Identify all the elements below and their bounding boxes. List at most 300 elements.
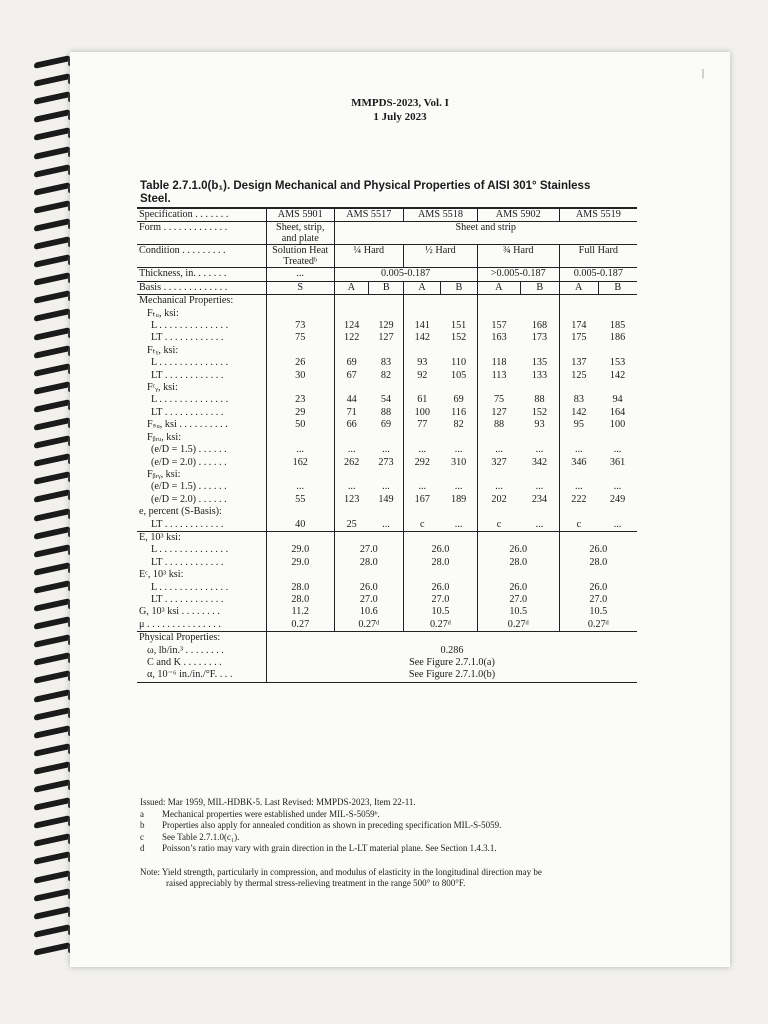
row-label: E, 10³ ksi: (139, 531, 181, 543)
value-cell: 0.286 (266, 645, 637, 657)
table-row (137, 444, 637, 456)
value-cell: 122 (334, 332, 369, 344)
table-cell (334, 569, 404, 581)
value-cell: 185 (609, 320, 626, 332)
row-label: LT . . . . . . . . . . . . (137, 519, 266, 532)
value-cell: 93 (404, 357, 441, 369)
value-cell: ... (559, 481, 598, 493)
table-cell (266, 432, 334, 444)
value-cell: 0.27ᵈ (404, 619, 478, 632)
value-cell: ... (520, 519, 559, 532)
value-cell: 29.0 (266, 544, 334, 556)
table-cell (520, 469, 559, 481)
value-cell: c (477, 519, 520, 532)
value-cell: 88 (380, 406, 392, 418)
table-row (137, 308, 637, 320)
value-cell: 26 (266, 357, 334, 369)
page-header (70, 96, 730, 124)
value-cell: 163 (477, 332, 520, 344)
document-page (70, 52, 730, 967)
value-cell: 186 (609, 332, 626, 344)
value-cell: 142 (609, 369, 626, 381)
table-row (137, 569, 637, 581)
table-cell (520, 295, 559, 308)
table-cell (334, 432, 369, 444)
footnote-key: b (140, 820, 145, 830)
table-cell (440, 308, 477, 320)
footnote (140, 809, 680, 821)
value-cell: 27.0 (559, 594, 637, 606)
table-cell (477, 569, 559, 581)
row-label: Fₜᵧ, ksi: (147, 344, 179, 356)
row-label: LT . . . . . . . . . . . . (151, 593, 224, 605)
table-cell (598, 295, 637, 308)
table-cell (404, 506, 441, 518)
value-cell: 69 (453, 394, 464, 406)
value-cell: ... (477, 444, 520, 456)
row-label: L . . . . . . . . . . . . . . (151, 320, 229, 332)
row-label: LT . . . . . . . . . . . . (151, 332, 224, 344)
basis-cell: A (404, 281, 441, 294)
table-cell (477, 432, 520, 444)
spec-cell: AMS 5901 (266, 208, 334, 222)
spec-cell: AMS 5519 (559, 208, 637, 222)
footnote (140, 843, 680, 855)
basis-cell: B (440, 281, 477, 294)
section-heading: Mechanical Properties: (139, 295, 234, 307)
note-line-cont: raised appreciably by thermal stress-relieving treatment in the range 500° to 800°F. (166, 878, 466, 888)
header-title: MMPDS-2023, Vol. I (351, 97, 449, 109)
row-label: G, 10³ ksi . . . . . . . . (139, 606, 220, 618)
value-cell: 67 (334, 370, 369, 382)
value-cell: 167 (404, 494, 441, 506)
row-label: ω, lb/in.³ . . . . . . . . (147, 644, 224, 656)
row-label: Form . . . . . . . . . . . . . (137, 222, 266, 245)
table-cell (440, 295, 477, 308)
condition-cell: Solution Heat Treatedᵇ (266, 245, 334, 268)
table-row (137, 606, 637, 618)
value-cell: 82 (453, 419, 464, 431)
value-cell: 55 (266, 494, 334, 506)
value-cell: 73 (266, 320, 334, 332)
row-label: Fₛᵤ, ksi . . . . . . . . . . (147, 419, 228, 431)
row-label: (e/D = 2.0) . . . . . . (151, 456, 227, 468)
value-cell: 124 (334, 320, 369, 332)
row-label: α, 10⁻⁶ in./in./°F. . . . (137, 669, 266, 682)
row-label: Fᵦᵣᵤ, ksi: (147, 431, 182, 443)
table-cell (440, 382, 477, 394)
table-row (137, 619, 637, 632)
table-cell (369, 345, 404, 357)
value-cell: 26.0 (334, 582, 404, 594)
table-cell (520, 308, 559, 320)
table-cell (266, 469, 334, 481)
value-cell: 249 (609, 493, 626, 505)
table-cell (559, 469, 598, 481)
thickness-cell: >0.005-0.187 (477, 268, 559, 281)
value-cell: ... (535, 481, 544, 493)
table-cell (520, 345, 559, 357)
table-cell (334, 382, 369, 394)
table-row (137, 332, 637, 344)
value-cell: 61 (404, 394, 441, 406)
table-cell (266, 531, 334, 544)
table-cell (334, 506, 369, 518)
value-cell: ... (613, 444, 622, 456)
condition-cell: ¾ Hard (477, 245, 559, 268)
value-cell: 135 (531, 357, 548, 369)
table-footer (140, 797, 680, 890)
basis-cell: A (559, 281, 598, 294)
table-row (137, 394, 637, 406)
table-cell (334, 308, 369, 320)
table-cell (369, 382, 404, 394)
value-cell: 28.0 (477, 557, 559, 569)
value-cell: 222 (559, 494, 598, 506)
header-date: 1 July 2023 (373, 111, 427, 123)
basis-cell: B (520, 281, 559, 294)
value-cell: 27.0 (334, 594, 404, 606)
value-cell: 0.27ᵈ (334, 619, 404, 632)
table-cell (477, 295, 520, 308)
value-cell: 10.5 (404, 606, 478, 618)
table-row (137, 645, 637, 657)
value-cell: 26.0 (404, 582, 478, 594)
table-cell (520, 432, 559, 444)
value-cell: 92 (404, 370, 441, 382)
value-cell: 30 (266, 370, 334, 382)
issued-line: Issued: Mar 1959, MIL-HDBK-5. Last Revised: MMPDS-2023, Item 22-11. (140, 797, 416, 807)
value-cell: 26.0 (477, 582, 559, 594)
table-row (137, 432, 637, 444)
basis-cell: B (598, 281, 637, 294)
value-cell: 29 (266, 407, 334, 419)
value-cell: 105 (450, 369, 467, 381)
footnote (140, 820, 680, 832)
value-cell: 125 (559, 370, 598, 382)
value-cell: 137 (559, 357, 598, 369)
value-cell: 100 (609, 419, 626, 431)
table-row (137, 320, 637, 332)
row-label: e, percent (S-Basis): (139, 506, 222, 518)
table-cell (520, 506, 559, 518)
table-row (137, 582, 637, 594)
value-cell: 83 (559, 394, 598, 406)
table-row (137, 519, 637, 532)
table-row (137, 469, 637, 481)
table-cell (334, 531, 404, 544)
value-cell: 110 (451, 357, 467, 369)
value-cell: 152 (531, 406, 548, 418)
row-label: (e/D = 2.0) . . . . . . (151, 493, 227, 505)
row-label: Specification . . . . . . . (137, 208, 266, 222)
table-cell (369, 295, 404, 308)
table-cell (559, 295, 598, 308)
thickness-cell: ... (266, 268, 334, 281)
form-cell: Sheet, strip, and plate (266, 222, 334, 245)
row-label: Fᵦᵣᵧ, ksi: (147, 468, 181, 480)
value-cell: 262 (334, 457, 369, 469)
value-cell: ... (559, 444, 598, 456)
table-cell (266, 506, 334, 518)
value-cell: 0.27 (266, 619, 334, 632)
value-cell: 10.6 (334, 606, 404, 618)
thickness-cell: 0.005-0.187 (334, 268, 477, 281)
value-cell: 83 (380, 357, 392, 369)
value-cell: ... (404, 444, 441, 456)
table-cell (559, 432, 598, 444)
value-cell: 93 (534, 419, 545, 431)
value-cell: 94 (612, 394, 623, 406)
table-cell (334, 295, 369, 308)
footnote-key: a (140, 808, 144, 819)
condition-cell: ½ Hard (404, 245, 478, 268)
spec-cell: AMS 5902 (477, 208, 559, 222)
table-row (137, 531, 637, 544)
value-cell: 157 (477, 320, 520, 332)
value-cell: 69 (334, 357, 369, 369)
value-cell: 27.0 (477, 594, 559, 606)
value-cell: 202 (477, 494, 520, 506)
value-cell: ... (404, 481, 441, 493)
table-cell (404, 531, 478, 544)
value-cell: 44 (334, 394, 369, 406)
table-cell (559, 345, 598, 357)
value-cell: 127 (477, 407, 520, 419)
value-cell: 164 (609, 406, 626, 418)
table-cell (404, 308, 441, 320)
table-cell (440, 432, 477, 444)
note-line: Note: Yield strength, particularly in compression, and modulus of elasticity in the longitudinal direction may be (140, 866, 542, 877)
value-cell: 189 (450, 493, 467, 505)
table-cell (559, 531, 637, 544)
row-label: Fₜᵤ, ksi: (147, 307, 179, 319)
footnote-text: Properties also apply for annealed condition as shown in preceding specification MIL-S-5059. (162, 820, 502, 830)
table-cell (598, 382, 637, 394)
footnote-text: See Table 2.7.1.0(c₁). (162, 831, 240, 842)
value-cell: See Figure 2.7.1.0(b) (266, 669, 637, 682)
value-cell: 123 (334, 494, 369, 506)
value-cell: 10.5 (477, 606, 559, 618)
row-label: Eᶜ, 10³ ksi: (139, 569, 184, 581)
table-row (137, 632, 637, 645)
corner-mark: | (701, 68, 704, 79)
table-row (137, 494, 637, 506)
value-cell: 116 (451, 406, 467, 418)
value-cell: 153 (609, 357, 626, 369)
table-row (137, 357, 637, 369)
value-cell: 361 (609, 456, 626, 468)
value-cell: c (559, 519, 598, 532)
value-cell: 152 (450, 332, 467, 344)
value-cell: 100 (404, 407, 441, 419)
value-cell: 28.0 (334, 557, 404, 569)
table-row (137, 594, 637, 606)
table-cell (520, 382, 559, 394)
table-cell (404, 569, 478, 581)
value-cell: 113 (477, 370, 520, 382)
value-cell: 10.5 (559, 606, 637, 618)
basis-cell: A (334, 281, 369, 294)
value-cell: 28.0 (266, 594, 334, 606)
value-cell: 95 (559, 419, 598, 431)
footnote (140, 832, 680, 844)
value-cell: 88 (477, 419, 520, 431)
table-cell (266, 295, 334, 308)
value-cell: 234 (531, 493, 548, 505)
value-cell: 327 (477, 457, 520, 469)
footnote-key: c (140, 831, 144, 842)
row-label: Condition . . . . . . . . . (137, 245, 266, 268)
value-cell: 346 (559, 457, 598, 469)
table-cell (598, 308, 637, 320)
value-cell: 28.0 (266, 582, 334, 594)
thickness-cell: 0.005-0.187 (559, 268, 637, 281)
section-heading: Physical Properties: (139, 632, 221, 644)
value-cell: 75 (477, 394, 520, 406)
table-cell (598, 345, 637, 357)
value-cell: 75 (266, 332, 334, 344)
table-cell (559, 506, 598, 518)
row-label: LT . . . . . . . . . . . . (151, 556, 224, 568)
value-cell: 173 (531, 332, 548, 344)
spec-cell: AMS 5517 (334, 208, 404, 222)
row-label: L . . . . . . . . . . . . . . (151, 394, 229, 406)
value-cell: ... (454, 444, 463, 456)
value-cell: 129 (378, 320, 394, 332)
table-cell (559, 569, 637, 581)
value-cell: 54 (380, 394, 392, 406)
row-label: Fᶜᵧ, ksi: (147, 382, 178, 394)
condition-cell: Full Hard (559, 245, 637, 268)
table-cell (440, 345, 477, 357)
value-cell: 26.0 (404, 544, 478, 556)
table-title: Table 2.7.1.0(b₁). Design Mechanical and Physical Properties of AISI 301° Stainless Steel. (140, 180, 591, 205)
row-label: Basis . . . . . . . . . . . . . (137, 281, 266, 294)
table-row (137, 481, 637, 493)
row-label: L . . . . . . . . . . . . . . (151, 581, 229, 593)
table-row (137, 295, 637, 308)
table-cell (266, 632, 637, 645)
value-cell: ... (477, 481, 520, 493)
table-cell (477, 345, 520, 357)
form-row (137, 222, 637, 245)
basis-cell: B (369, 281, 404, 294)
condition-row (137, 245, 637, 268)
table-row (137, 657, 637, 669)
table-row (137, 544, 637, 556)
value-cell: ... (613, 481, 622, 493)
basis-row (137, 281, 637, 294)
value-cell: 11.2 (266, 606, 334, 618)
value-cell: 82 (380, 369, 392, 381)
table-cell (440, 469, 477, 481)
row-label: LT . . . . . . . . . . . . (151, 369, 224, 381)
spec-cell: AMS 5518 (404, 208, 478, 222)
value-cell: 118 (477, 357, 520, 369)
row-label: μ . . . . . . . . . . . . . . . (137, 619, 266, 632)
value-cell: See Figure 2.7.1.0(a) (266, 657, 637, 669)
table-cell (266, 308, 334, 320)
value-cell: c (404, 519, 441, 532)
value-cell: ... (598, 519, 637, 532)
value-cell: ... (369, 519, 404, 532)
value-cell: 149 (378, 493, 394, 505)
value-cell: 27.0 (334, 544, 404, 556)
table-cell (404, 295, 441, 308)
table-cell (598, 469, 637, 481)
value-cell: 273 (378, 456, 394, 468)
value-cell: 142 (404, 332, 441, 344)
table-cell (369, 506, 404, 518)
table-cell (598, 506, 637, 518)
table-cell (404, 432, 441, 444)
value-cell: 0.27ᵈ (559, 619, 637, 632)
condition-cell: ¼ Hard (334, 245, 404, 268)
table-cell (369, 469, 404, 481)
table-row (137, 557, 637, 569)
value-cell: ... (334, 481, 369, 493)
value-cell: 69 (380, 419, 392, 431)
properties-table (137, 207, 637, 683)
table-cell (477, 531, 559, 544)
table-cell (598, 432, 637, 444)
row-label: Thickness, in. . . . . . . (137, 268, 266, 281)
spec-row (137, 208, 637, 222)
table-cell (266, 382, 334, 394)
table-cell (477, 308, 520, 320)
footnote-key: d (140, 843, 145, 853)
value-cell: ... (334, 444, 369, 456)
value-cell: ... (382, 481, 390, 493)
value-cell: 66 (334, 419, 369, 431)
value-cell: 26.0 (559, 544, 637, 556)
value-cell: 168 (531, 320, 548, 332)
table-cell (559, 308, 598, 320)
row-label: L . . . . . . . . . . . . . . (151, 544, 229, 556)
basis-cell: S (266, 281, 334, 294)
table-cell (266, 569, 334, 581)
value-cell: ... (454, 481, 463, 493)
table-row (137, 669, 637, 682)
value-cell: 27.0 (404, 594, 478, 606)
table-row (137, 506, 637, 518)
value-cell: ... (266, 444, 334, 456)
value-cell: 23 (266, 394, 334, 406)
thickness-row (137, 268, 637, 281)
value-cell: 77 (404, 419, 441, 431)
row-label: LT . . . . . . . . . . . . (151, 406, 224, 418)
table-row (137, 419, 637, 431)
value-cell: 50 (266, 419, 334, 431)
table-cell (477, 506, 520, 518)
table-cell (559, 382, 598, 394)
value-cell: ... (535, 444, 544, 456)
value-cell: 142 (559, 407, 598, 419)
table-cell (266, 345, 334, 357)
table-cell (334, 469, 369, 481)
value-cell: 29.0 (266, 557, 334, 569)
value-cell: 40 (266, 519, 334, 532)
table-cell (404, 469, 441, 481)
value-cell: 26.0 (477, 544, 559, 556)
value-cell: 141 (404, 320, 441, 332)
table-cell (477, 382, 520, 394)
value-cell: 292 (404, 457, 441, 469)
table-row (137, 382, 637, 394)
value-cell: ... (382, 444, 390, 456)
value-cell: 133 (531, 369, 548, 381)
